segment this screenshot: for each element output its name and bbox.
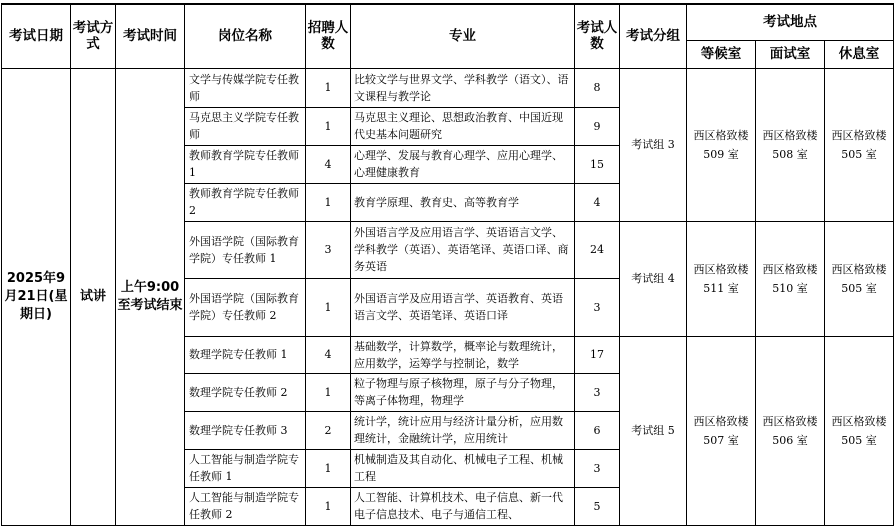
header-date: 考试日期 [2, 4, 71, 68]
major-cell: 比较文学与世界文学、学科教学（语文）、语文课程与教学论 [351, 68, 575, 107]
group-cell: 考试组 3 [620, 68, 687, 221]
table-row [2, 68, 894, 107]
recruit-cell: 1 [306, 487, 351, 525]
major-cell: 基础数学，计算数学，概率论与数理统计，应用数学，运筹学与控制论，数学 [351, 336, 575, 373]
major-cell: 教育学原理、教育史、高等教育学 [351, 183, 575, 221]
exam-schedule-table [1, 3, 894, 526]
recruit-cell: 1 [306, 183, 351, 221]
header-location: 考试地点 [687, 4, 894, 40]
interview-room-cell: 西区格致楼 508 室 [756, 68, 825, 221]
waiting-room-cell: 西区格致楼 511 室 [687, 221, 756, 336]
header-method: 考试方式 [71, 4, 116, 68]
major-cell: 外国语言学及应用语言学、英语教育、英语语言文学、英语笔译、英语口译 [351, 278, 575, 336]
interview-room-cell: 西区格致楼 506 室 [756, 336, 825, 525]
exam-time-cell: 上午9:00至考试结束 [116, 68, 185, 525]
examinees-cell: 15 [575, 145, 620, 183]
examinees-cell: 6 [575, 411, 620, 449]
exam-method-cell: 试讲 [71, 68, 116, 525]
recruit-cell: 1 [306, 107, 351, 145]
exam-date-cell: 2025年9月21日(星期日) [2, 68, 71, 525]
examinees-cell: 4 [575, 183, 620, 221]
examinees-cell: 3 [575, 278, 620, 336]
header-position: 岗位名称 [185, 4, 306, 68]
examinees-cell: 24 [575, 221, 620, 278]
recruit-cell: 1 [306, 278, 351, 336]
major-cell: 人工智能、计算机技术、电子信息、新一代电子信息技术、电子与通信工程、 [351, 487, 575, 525]
recruit-cell: 4 [306, 336, 351, 373]
group-cell: 考试组 4 [620, 221, 687, 336]
major-cell: 外国语言学及应用语言学、英语语言文学、学科教学（英语）、英语笔译、英语口译、商务英语 [351, 221, 575, 278]
recruit-cell: 1 [306, 449, 351, 487]
header-rest-room: 休息室 [825, 40, 894, 68]
position-cell: 人工智能与制造学院专任教师 1 [185, 449, 306, 487]
examinees-cell: 3 [575, 449, 620, 487]
position-cell: 数理学院专任教师 2 [185, 373, 306, 411]
major-cell: 机械制造及其自动化、机械电子工程、机械工程 [351, 449, 575, 487]
position-cell: 人工智能与制造学院专任教师 2 [185, 487, 306, 525]
group-cell: 考试组 5 [620, 336, 687, 525]
recruit-cell: 2 [306, 411, 351, 449]
position-cell: 教师教育学院专任教师 2 [185, 183, 306, 221]
recruit-cell: 4 [306, 145, 351, 183]
rest-room-cell: 西区格致楼 505 室 [825, 336, 894, 525]
position-cell: 教师教育学院专任教师 1 [185, 145, 306, 183]
examinees-cell: 9 [575, 107, 620, 145]
recruit-cell: 3 [306, 221, 351, 278]
header-group: 考试分组 [620, 4, 687, 68]
major-cell: 统计学，统计应用与经济计量分析，应用数理统计，金融统计学，应用统计 [351, 411, 575, 449]
position-cell: 文学与传媒学院专任教师 [185, 68, 306, 107]
position-cell: 外国语学院（国际教育学院）专任教师 1 [185, 221, 306, 278]
rest-room-cell: 西区格致楼 505 室 [825, 68, 894, 221]
recruit-cell: 1 [306, 373, 351, 411]
recruit-cell: 1 [306, 68, 351, 107]
examinees-cell: 8 [575, 68, 620, 107]
position-cell: 马克思主义学院专任教师 [185, 107, 306, 145]
position-cell: 外国语学院（国际教育学院）专任教师 2 [185, 278, 306, 336]
examinees-cell: 17 [575, 336, 620, 373]
header-time: 考试时间 [116, 4, 185, 68]
examinees-cell: 3 [575, 373, 620, 411]
examinees-cell: 5 [575, 487, 620, 525]
header-interview-room: 面试室 [756, 40, 825, 68]
header-examinees: 考试人数 [575, 4, 620, 68]
waiting-room-cell: 西区格致楼 509 室 [687, 68, 756, 221]
position-cell: 数理学院专任教师 1 [185, 336, 306, 373]
major-cell: 心理学、发展与教育心理学、应用心理学、心理健康教育 [351, 145, 575, 183]
waiting-room-cell: 西区格致楼 507 室 [687, 336, 756, 525]
rest-room-cell: 西区格致楼 505 室 [825, 221, 894, 336]
header-waiting-room: 等候室 [687, 40, 756, 68]
major-cell: 粒子物理与原子核物理，原子与分子物理，等离子体物理，物理学 [351, 373, 575, 411]
major-cell: 马克思主义理论、思想政治教育、中国近现代史基本问题研究 [351, 107, 575, 145]
interview-room-cell: 西区格致楼 510 室 [756, 221, 825, 336]
header-recruit: 招聘人数 [306, 4, 351, 68]
header-major: 专业 [351, 4, 575, 68]
position-cell: 数理学院专任教师 3 [185, 411, 306, 449]
